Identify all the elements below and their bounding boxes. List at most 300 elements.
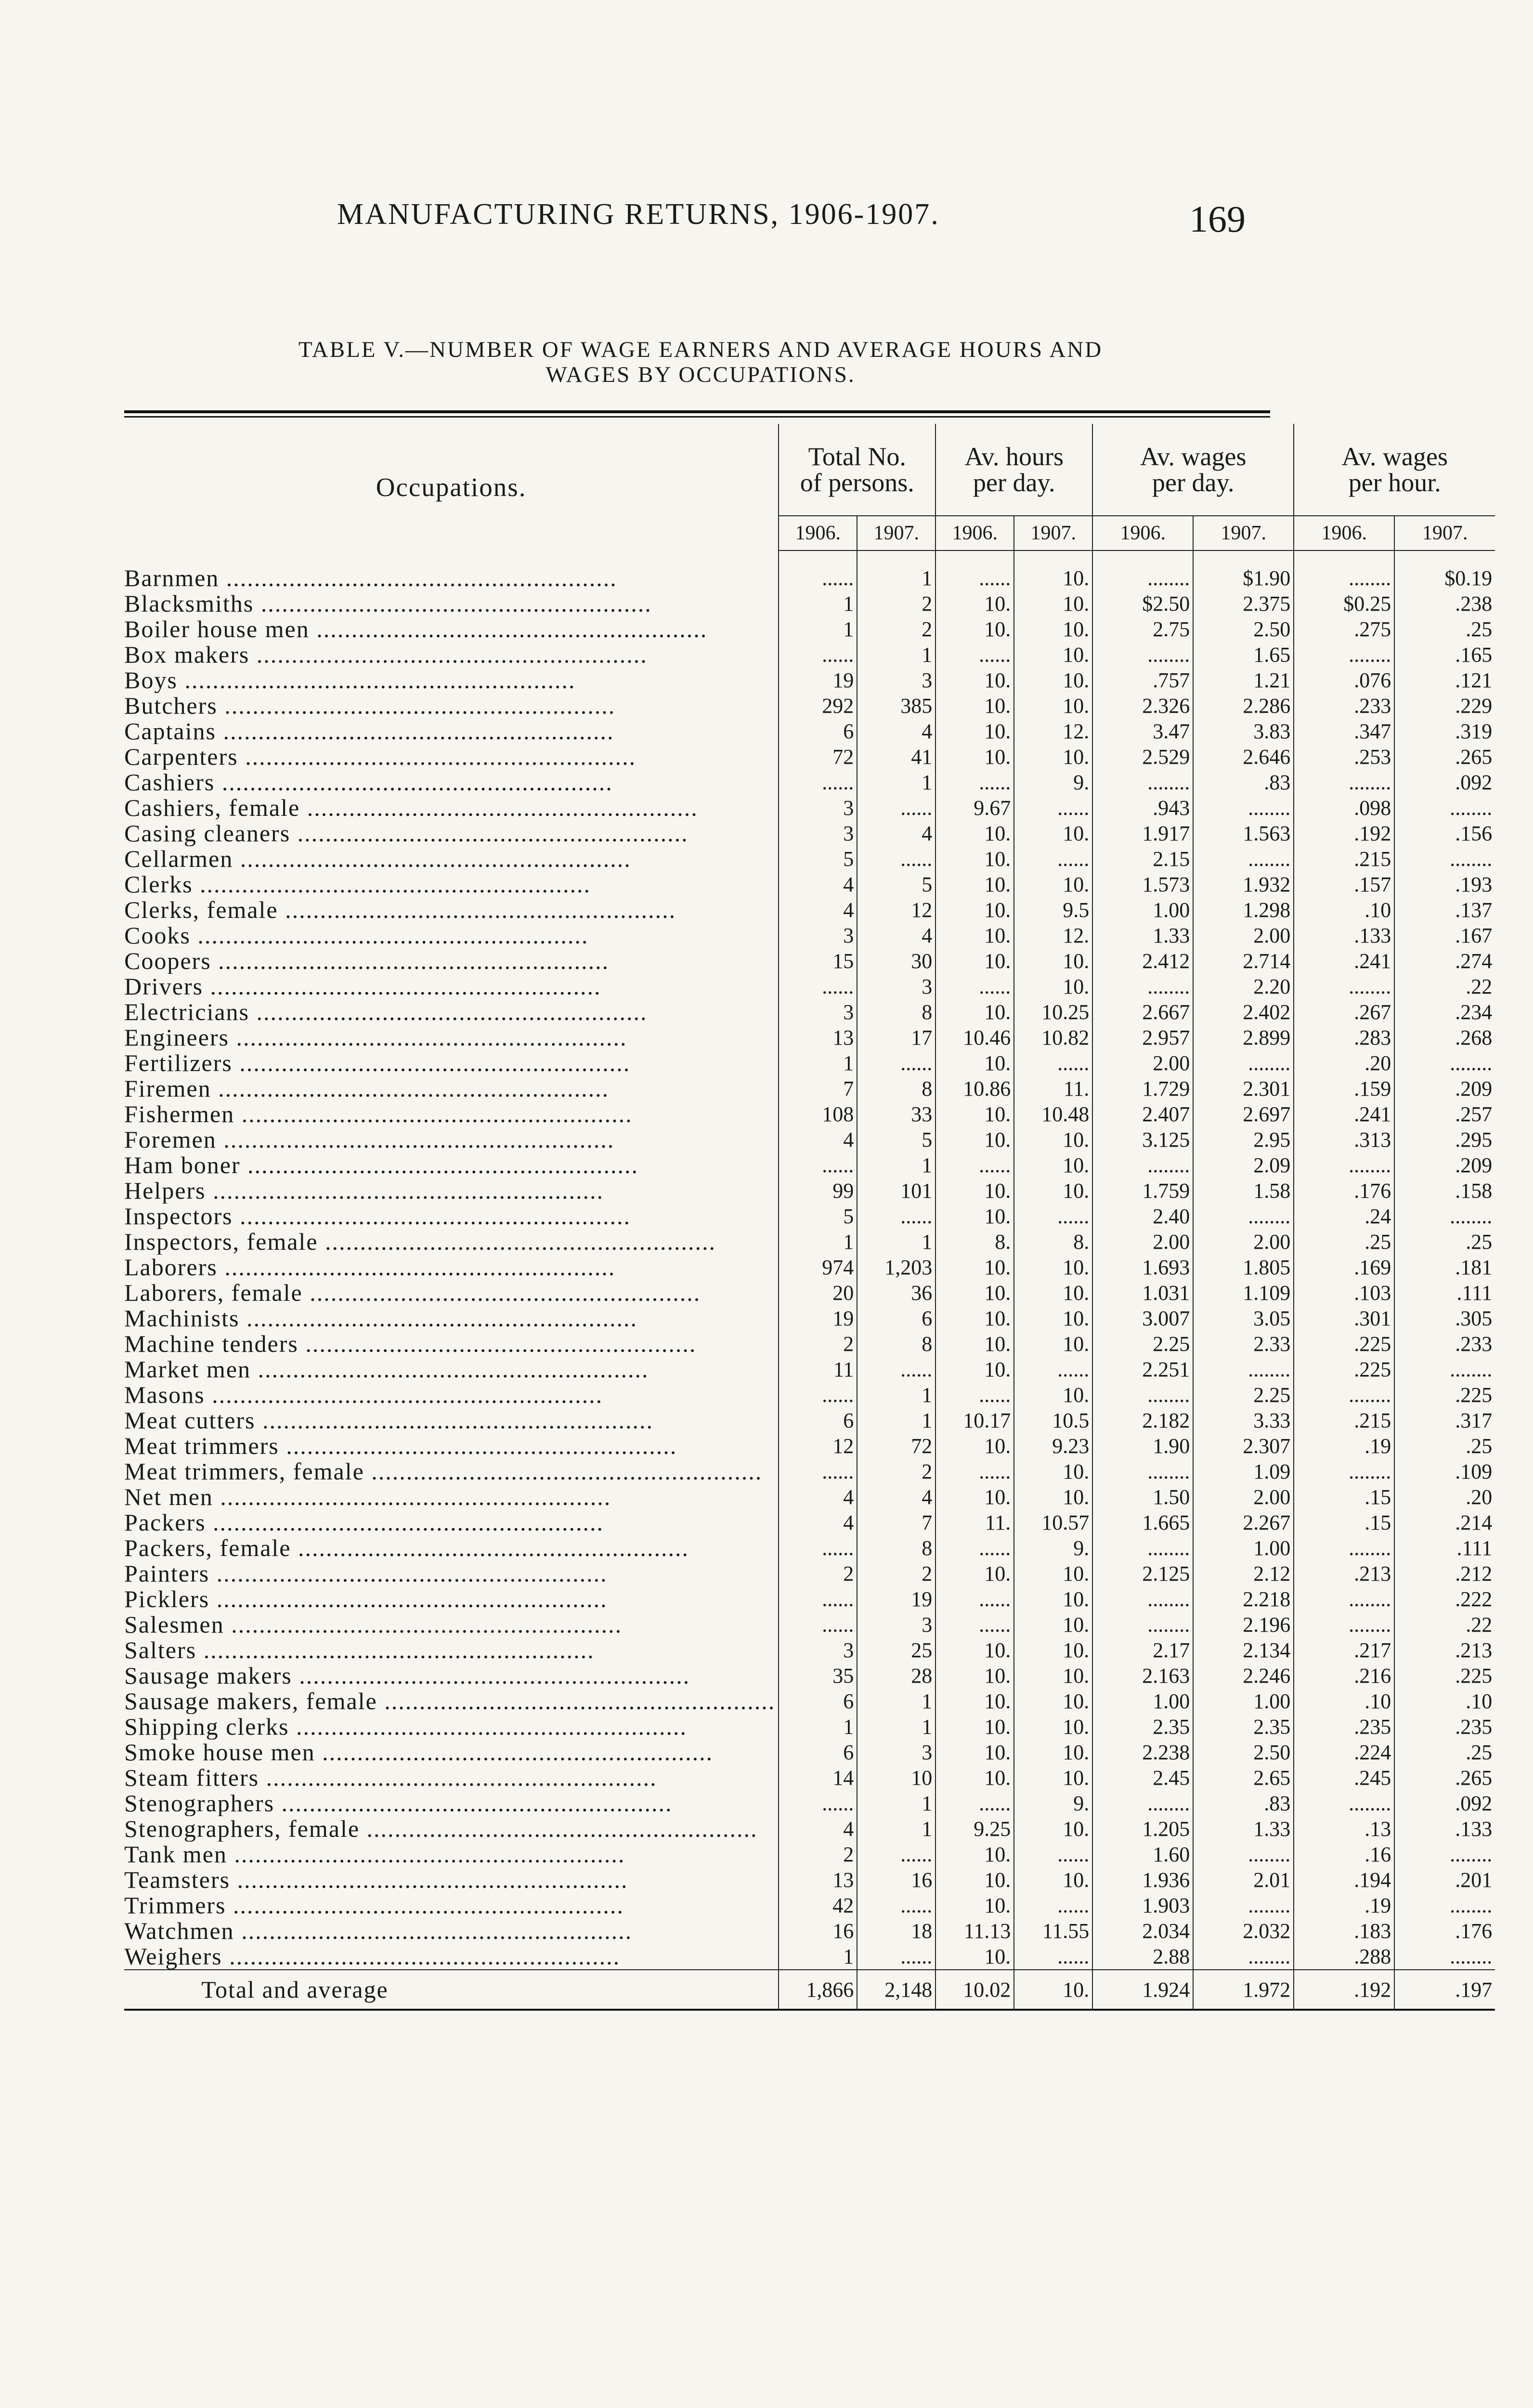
persons-header-line-2: of persons. — [800, 468, 914, 497]
wages-hour-1907-cell: $0.19 — [1394, 550, 1495, 591]
wages-hour-1906-cell: .216 — [1294, 1663, 1394, 1688]
table-row — [124, 1433, 1495, 1459]
wages-hour-1907-cell: .229 — [1394, 693, 1495, 719]
persons-1906-cell: 13 — [779, 1867, 857, 1893]
wages-hour-1907-cell: .133 — [1394, 1816, 1495, 1842]
wages-hour-1907-cell: ........ — [1394, 1842, 1495, 1867]
persons-1906-cell: 3 — [779, 795, 857, 821]
occupation-cell: Butchers ..... — [124, 693, 779, 719]
wages-hour-1906-cell: .225 — [1294, 1331, 1394, 1357]
wages-hour-1906-cell: ........ — [1294, 1152, 1394, 1178]
wages-day-1906-cell: ........ — [1092, 1612, 1193, 1637]
persons-1906-cell: 6 — [779, 719, 857, 744]
hours-1906-cell: 10. — [935, 591, 1014, 616]
occupation-cell: Engineers ..... — [124, 1025, 779, 1050]
table-row — [124, 1535, 1495, 1561]
persons-1906-cell: 19 — [779, 1306, 857, 1331]
wages-hour-1906-cell: .169 — [1294, 1255, 1394, 1280]
occupation-cell: Masons ..... — [124, 1382, 779, 1408]
wages-day-1906-cell: 2.75 — [1092, 616, 1193, 642]
wages-hour-1906-cell: .225 — [1294, 1357, 1394, 1382]
wages-hour-1907-cell: .238 — [1394, 591, 1495, 616]
wages-hour-1907-cell: .197 — [1394, 1970, 1495, 2010]
hours-1906-cell: 10. — [935, 1765, 1014, 1791]
wages-day-1906-cell: 2.957 — [1092, 1025, 1193, 1050]
wages-hour-1906-cell: .24 — [1294, 1204, 1394, 1229]
hours-1907-cell: 12. — [1014, 923, 1092, 948]
hours-1907-cell: 8. — [1014, 1229, 1092, 1255]
hours-1907-cell: 10. — [1014, 591, 1092, 616]
wages-day-1907-cell: ........ — [1193, 1050, 1294, 1076]
wages-hour-1907-cell: .156 — [1394, 821, 1495, 846]
hours-1906-cell: 10. — [935, 897, 1014, 923]
hours-1906-cell: 10. — [935, 846, 1014, 872]
hours-1906-cell: 10.17 — [935, 1408, 1014, 1433]
persons-1907-cell: 1 — [857, 1816, 935, 1842]
wages-day-1907-cell: .83 — [1193, 770, 1294, 795]
occupation-cell: Inspectors ..... — [124, 1204, 779, 1229]
persons-1907-cell: ...... — [857, 1893, 935, 1918]
hours-1907-cell: 10. — [1014, 616, 1092, 642]
persons-1907-cell: 72 — [857, 1433, 935, 1459]
wages-hour-1907-cell: ........ — [1394, 1944, 1495, 1970]
persons-header-line-1: Total No. — [808, 442, 906, 471]
persons-1907-cell: 2 — [857, 1561, 935, 1586]
wages-day-1906-cell: ........ — [1092, 642, 1193, 667]
wages-day-1907-cell: 3.05 — [1193, 1306, 1294, 1331]
hours-1906-cell: 10. — [935, 1740, 1014, 1765]
persons-1906-cell: 5 — [779, 1204, 857, 1229]
wages-day-1906-cell: 2.125 — [1092, 1561, 1193, 1586]
wages-hour-header-line-2: per hour. — [1348, 468, 1441, 497]
hours-header-line-1: Av. hours — [964, 442, 1064, 471]
wages-day-1907-cell: 2.33 — [1193, 1331, 1294, 1357]
wages-hour-1907-cell: .158 — [1394, 1178, 1495, 1204]
wages-day-1906-cell: 2.667 — [1092, 999, 1193, 1025]
wages-day-1907-cell: .83 — [1193, 1791, 1294, 1816]
wages-day-1906-cell: 1.205 — [1092, 1816, 1193, 1842]
persons-1906-cell: 13 — [779, 1025, 857, 1050]
table-row — [124, 1280, 1495, 1306]
wages-day-1906-cell: .943 — [1092, 795, 1193, 821]
occupation-cell: Laborers, female ..... — [124, 1280, 779, 1306]
wages-day-1906-cell: 1.00 — [1092, 1688, 1193, 1714]
table-row — [124, 1459, 1495, 1484]
hours-1907-cell: 10. — [1014, 1382, 1092, 1408]
wages-hour-1906-cell: .133 — [1294, 923, 1394, 948]
wages-hour-1907-cell: .092 — [1394, 770, 1495, 795]
table-row — [124, 1893, 1495, 1918]
wages-hour-1907-cell: .193 — [1394, 872, 1495, 897]
wages-day-1906-cell: 2.163 — [1092, 1663, 1193, 1688]
year-header: 1906. — [935, 516, 1014, 550]
hours-1906-cell: 10. — [935, 1178, 1014, 1204]
wages-hour-1906-cell: $0.25 — [1294, 591, 1394, 616]
wages-hour-1906-cell: .098 — [1294, 795, 1394, 821]
wages-day-1907-cell: 1.298 — [1193, 897, 1294, 923]
occupation-cell: Packers ..... — [124, 1510, 779, 1535]
wages-day-1906-cell: 1.665 — [1092, 1510, 1193, 1535]
persons-1906-cell: 1 — [779, 1714, 857, 1740]
occupation-cell: Ham boner ..... — [124, 1152, 779, 1178]
persons-1906-cell: 3 — [779, 999, 857, 1025]
occupation-cell: Coopers ..... — [124, 948, 779, 974]
table-row — [124, 1255, 1495, 1280]
hours-1906-cell: 10. — [935, 1867, 1014, 1893]
table-row — [124, 693, 1495, 719]
persons-1906-cell: 35 — [779, 1663, 857, 1688]
wages-day-1906-cell: 2.17 — [1092, 1637, 1193, 1663]
table-row — [124, 1204, 1495, 1229]
wages-hour-1906-cell: .20 — [1294, 1050, 1394, 1076]
running-head: MANUFACTURING RETURNS, 1906-1907. — [337, 198, 940, 231]
hours-1906-cell: 10. — [935, 1893, 1014, 1918]
hours-1906-cell: 10. — [935, 1255, 1014, 1280]
persons-1906-cell: 11 — [779, 1357, 857, 1382]
hours-1906-cell: 10. — [935, 1688, 1014, 1714]
hours-1907-cell: ...... — [1014, 1357, 1092, 1382]
hours-1907-cell: 10.82 — [1014, 1025, 1092, 1050]
wages-day-1907-cell: 2.25 — [1193, 1382, 1294, 1408]
wages-day-1906-cell: ........ — [1092, 1152, 1193, 1178]
wages-hour-1906-cell: ........ — [1294, 974, 1394, 999]
table-row — [124, 1561, 1495, 1586]
persons-1907-cell: ...... — [857, 1204, 935, 1229]
wages-hour-1906-cell: .15 — [1294, 1510, 1394, 1535]
wages-day-1906-cell: 2.034 — [1092, 1918, 1193, 1944]
wages-day-1906-cell: 1.729 — [1092, 1076, 1193, 1101]
wages-day-1906-cell: 1.33 — [1092, 923, 1193, 948]
wages-day-1907-cell: ........ — [1193, 846, 1294, 872]
wages-hour-1906-cell: .25 — [1294, 1229, 1394, 1255]
hours-1907-cell: ...... — [1014, 1944, 1092, 1970]
wages-day-1907-cell: 1.58 — [1193, 1178, 1294, 1204]
hours-1906-cell: 10. — [935, 1306, 1014, 1331]
occupation-cell: Fertilizers ..... — [124, 1050, 779, 1076]
wages-hour-1907-cell: .111 — [1394, 1535, 1495, 1561]
occupation-cell: Carpenters ..... — [124, 744, 779, 770]
persons-1907-cell: ...... — [857, 1357, 935, 1382]
hours-1906-cell: 10. — [935, 719, 1014, 744]
wages-hour-1906-cell: .245 — [1294, 1765, 1394, 1791]
hours-1907-cell: ...... — [1014, 846, 1092, 872]
persons-1907-cell: ...... — [857, 795, 935, 821]
persons-1906-cell: 99 — [779, 1178, 857, 1204]
persons-1906-cell: 1,866 — [779, 1970, 857, 2010]
table-row — [124, 872, 1495, 897]
hours-1907-cell: 10. — [1014, 1612, 1092, 1637]
wages-day-1907-cell: 2.12 — [1193, 1561, 1294, 1586]
occupation-cell: Net men ..... — [124, 1484, 779, 1510]
wages-day-1907-cell: ........ — [1193, 795, 1294, 821]
persons-1907-cell: 4 — [857, 923, 935, 948]
occupation-cell: Salesmen ..... — [124, 1612, 779, 1637]
wages-day-1906-cell: 2.326 — [1092, 693, 1193, 719]
table-row — [124, 1101, 1495, 1127]
wages-day-1907-cell: 2.09 — [1193, 1152, 1294, 1178]
persons-1906-cell: ...... — [779, 1382, 857, 1408]
persons-1907-cell: 2 — [857, 1459, 935, 1484]
persons-1907-cell: 41 — [857, 744, 935, 770]
wages-day-1906-cell: 2.529 — [1092, 744, 1193, 770]
hours-1906-cell: 10. — [935, 1127, 1014, 1152]
wages-hour-1906-cell: .16 — [1294, 1842, 1394, 1867]
wages-day-1907-cell: 2.35 — [1193, 1714, 1294, 1740]
hours-1907-cell: ...... — [1014, 1204, 1092, 1229]
wages-day-1906-cell: 3.007 — [1092, 1306, 1193, 1331]
persons-1907-cell: 3 — [857, 974, 935, 999]
persons-1906-cell: 20 — [779, 1280, 857, 1306]
table-row — [124, 1025, 1495, 1050]
hours-1906-cell: 10. — [935, 1663, 1014, 1688]
wages-hour-1906-cell: .194 — [1294, 1867, 1394, 1893]
hours-1907-cell: 10. — [1014, 642, 1092, 667]
occupations-table — [124, 424, 1495, 2011]
persons-1906-cell: ...... — [779, 770, 857, 795]
occupation-cell: Machinists ..... — [124, 1306, 779, 1331]
table-row — [124, 1331, 1495, 1357]
hours-1907-cell: 10. — [1014, 948, 1092, 974]
persons-1907-cell: 1 — [857, 550, 935, 591]
wages-day-1907-cell: 1.00 — [1193, 1688, 1294, 1714]
wages-hour-1906-cell: .217 — [1294, 1637, 1394, 1663]
wages-day-1906-cell: ........ — [1092, 1382, 1193, 1408]
hours-1906-cell: 10. — [935, 1714, 1014, 1740]
page-number: 169 — [1189, 198, 1246, 240]
persons-1907-cell: ...... — [857, 846, 935, 872]
hours-1906-cell: ...... — [935, 550, 1014, 591]
occupation-cell: Laborers ..... — [124, 1255, 779, 1280]
hours-1906-cell: 10. — [935, 693, 1014, 719]
occupation-cell: Stenographers ..... — [124, 1791, 779, 1816]
wages-hour-1906-cell: ........ — [1294, 550, 1394, 591]
persons-1907-cell: 8 — [857, 999, 935, 1025]
hours-1906-cell: 10. — [935, 1101, 1014, 1127]
wages-hour-1907-cell: ........ — [1394, 1357, 1495, 1382]
wages-hour-1907-cell: .212 — [1394, 1561, 1495, 1586]
persons-1906-cell: 15 — [779, 948, 857, 974]
year-header: 1907. — [1193, 516, 1294, 550]
wages-day-1906-cell: 2.182 — [1092, 1408, 1193, 1433]
persons-1907-cell: 1 — [857, 770, 935, 795]
occupation-cell: Machine tenders ..... — [124, 1331, 779, 1357]
wages-hour-1907-cell: .167 — [1394, 923, 1495, 948]
persons-1907-cell: 2 — [857, 616, 935, 642]
persons-1907-cell: 1 — [857, 1714, 935, 1740]
wages-hour-1906-cell: .288 — [1294, 1944, 1394, 1970]
wages-day-1906-cell: 2.00 — [1092, 1229, 1193, 1255]
persons-1907-cell: 1 — [857, 1152, 935, 1178]
persons-1906-cell: ...... — [779, 974, 857, 999]
hours-1907-cell: 10. — [1014, 1331, 1092, 1357]
persons-1906-cell: 4 — [779, 872, 857, 897]
caption-line-1: TABLE V.—NUMBER OF WAGE EARNERS AND AVERAGE HOURS AND — [298, 337, 1103, 362]
wages-day-1906-cell: ........ — [1092, 1586, 1193, 1612]
wages-hour-1907-cell: .265 — [1394, 1765, 1495, 1791]
hours-1906-cell: 10. — [935, 1050, 1014, 1076]
wages-hour-1906-cell: .215 — [1294, 1408, 1394, 1433]
hours-1906-cell: 10. — [935, 1331, 1014, 1357]
wages-day-1906-cell: ........ — [1092, 770, 1193, 795]
wages-day-1906-cell: 3.47 — [1092, 719, 1193, 744]
hours-1907-cell: 9. — [1014, 1535, 1092, 1561]
wages-hour-1907-cell: .319 — [1394, 719, 1495, 744]
wages-hour-1907-cell: .225 — [1394, 1382, 1495, 1408]
wages-day-1907-cell: $1.90 — [1193, 550, 1294, 591]
hours-1907-cell: 12. — [1014, 719, 1092, 744]
year-header: 1907. — [857, 516, 935, 550]
wages-day-1906-cell: 2.407 — [1092, 1101, 1193, 1127]
persons-1906-cell: 19 — [779, 667, 857, 693]
hours-1907-cell: 10. — [1014, 744, 1092, 770]
hours-1907-cell: 10. — [1014, 693, 1092, 719]
wages-day-header-line-2: per day. — [1152, 468, 1234, 497]
wages-day-1907-cell: 1.33 — [1193, 1816, 1294, 1842]
wages-day-1907-cell: 2.646 — [1193, 744, 1294, 770]
wages-day-1906-cell: ........ — [1092, 1535, 1193, 1561]
hours-1907-cell: 10.5 — [1014, 1408, 1092, 1433]
wages-hour-1907-cell: .209 — [1394, 1076, 1495, 1101]
hours-1906-cell: 10. — [935, 667, 1014, 693]
wages-day-1907-cell: 2.00 — [1193, 923, 1294, 948]
occupation-cell: Watchmen ..... — [124, 1918, 779, 1944]
hours-1906-cell: 10.02 — [935, 1970, 1014, 2010]
wages-hour-1906-cell: .103 — [1294, 1280, 1394, 1306]
hours-1907-cell: 10. — [1014, 1688, 1092, 1714]
wages-day-1907-cell: 2.01 — [1193, 1867, 1294, 1893]
hours-1907-cell: 10. — [1014, 1484, 1092, 1510]
wages-day-1906-cell: ........ — [1092, 1459, 1193, 1484]
persons-1906-cell: 4 — [779, 897, 857, 923]
wages-hour-1907-cell: .233 — [1394, 1331, 1495, 1357]
wages-day-1907-cell: 2.20 — [1193, 974, 1294, 999]
year-header: 1907. — [1394, 516, 1495, 550]
wages-hour-1907-cell: .214 — [1394, 1510, 1495, 1535]
persons-1906-cell: 4 — [779, 1816, 857, 1842]
occupation-cell: Inspectors, female ..... — [124, 1229, 779, 1255]
persons-1906-cell: 12 — [779, 1433, 857, 1459]
persons-1907-cell: ...... — [857, 1944, 935, 1970]
hours-1907-cell: 10. — [1014, 1127, 1092, 1152]
persons-1907-cell: 1 — [857, 1229, 935, 1255]
hours-1907-cell: 10. — [1014, 872, 1092, 897]
hours-1906-cell: ...... — [935, 1459, 1014, 1484]
hours-header-line-2: per day. — [973, 468, 1055, 497]
persons-1906-cell: 1 — [779, 616, 857, 642]
wages-day-1907-cell: 2.301 — [1193, 1076, 1294, 1101]
occupation-cell: Captains ..... — [124, 719, 779, 744]
occupation-cell: Clerks, female ..... — [124, 897, 779, 923]
wages-hour-1907-cell: .305 — [1394, 1306, 1495, 1331]
wages-hour-1906-cell: .213 — [1294, 1561, 1394, 1586]
wages-day-1906-cell: 1.759 — [1092, 1178, 1193, 1204]
persons-1907-cell: 2 — [857, 591, 935, 616]
wages-day-1907-cell: 2.307 — [1193, 1433, 1294, 1459]
persons-1907-cell: 2,148 — [857, 1970, 935, 2010]
year-header: 1906. — [1092, 516, 1193, 550]
persons-1906-cell: ...... — [779, 1612, 857, 1637]
wages-hour-1907-cell: ........ — [1394, 1204, 1495, 1229]
occupation-cell: Total and average — [124, 1970, 779, 2010]
hours-1906-cell: 11. — [935, 1510, 1014, 1535]
hours-1906-cell: 10. — [935, 1637, 1014, 1663]
hours-1906-cell: ...... — [935, 1791, 1014, 1816]
wages-hour-1906-cell: .157 — [1294, 872, 1394, 897]
table-row — [124, 1382, 1495, 1408]
wages-hour-1906-cell: .241 — [1294, 1101, 1394, 1127]
persons-1906-cell: ...... — [779, 550, 857, 591]
occupation-cell: Firemen ..... — [124, 1076, 779, 1101]
table-row — [124, 846, 1495, 872]
persons-1906-cell: ...... — [779, 1586, 857, 1612]
occupation-cell: Market men ..... — [124, 1357, 779, 1382]
wages-day-1907-cell: 2.246 — [1193, 1663, 1294, 1688]
wages-hour-1907-cell: .222 — [1394, 1586, 1495, 1612]
table-row — [124, 744, 1495, 770]
table-body — [124, 550, 1495, 2010]
hours-1907-cell: 9. — [1014, 1791, 1092, 1816]
occupation-cell: Smoke house men ..... — [124, 1740, 779, 1765]
wages-day-1906-cell: $2.50 — [1092, 591, 1193, 616]
wages-day-1907-cell: 2.00 — [1193, 1229, 1294, 1255]
persons-1907-cell: 1 — [857, 1408, 935, 1433]
table-row — [124, 897, 1495, 923]
persons-1906-cell: 14 — [779, 1765, 857, 1791]
wages-day-header — [1092, 424, 1294, 516]
occupation-cell: Trimmers ..... — [124, 1893, 779, 1918]
hours-1907-cell: 10. — [1014, 1152, 1092, 1178]
table-row — [124, 1944, 1495, 1970]
wages-day-1906-cell: 1.693 — [1092, 1255, 1193, 1280]
wages-day-1907-cell: 2.714 — [1193, 948, 1294, 974]
wages-day-1906-cell: 2.00 — [1092, 1050, 1193, 1076]
hours-1907-cell: 9. — [1014, 770, 1092, 795]
wages-day-1906-cell: 2.238 — [1092, 1740, 1193, 1765]
wages-hour-1906-cell: ........ — [1294, 1586, 1394, 1612]
persons-1906-cell: 292 — [779, 693, 857, 719]
hours-1907-cell: 10. — [1014, 1178, 1092, 1204]
wages-day-1906-cell: .757 — [1092, 667, 1193, 693]
occupation-cell: Picklers ..... — [124, 1586, 779, 1612]
year-header: 1906. — [779, 516, 857, 550]
hours-1906-cell: 10. — [935, 923, 1014, 948]
occupation-cell: Clerks ..... — [124, 872, 779, 897]
occupation-cell: Cellarmen ..... — [124, 846, 779, 872]
persons-1906-cell: ...... — [779, 1535, 857, 1561]
wages-hour-1906-cell: .224 — [1294, 1740, 1394, 1765]
hours-1906-cell: 10. — [935, 616, 1014, 642]
wages-day-1907-cell: 2.50 — [1193, 1740, 1294, 1765]
persons-1906-cell: 16 — [779, 1918, 857, 1944]
occupation-cell: Salters ..... — [124, 1637, 779, 1663]
wages-hour-1907-cell: .137 — [1394, 897, 1495, 923]
occupation-cell: Box makers ..... — [124, 642, 779, 667]
table-row — [124, 667, 1495, 693]
table-row — [124, 642, 1495, 667]
hours-1906-cell: ...... — [935, 770, 1014, 795]
wages-hour-1907-cell: .265 — [1394, 744, 1495, 770]
wages-hour-1906-cell: .19 — [1294, 1433, 1394, 1459]
persons-1907-cell: 101 — [857, 1178, 935, 1204]
occupation-cell: Weighers ..... — [124, 1944, 779, 1970]
wages-day-1906-cell: 1.031 — [1092, 1280, 1193, 1306]
wages-day-1907-cell: 1.932 — [1193, 872, 1294, 897]
hours-1907-cell: 10. — [1014, 1970, 1092, 2010]
occupation-cell: Steam fitters ..... — [124, 1765, 779, 1791]
wages-day-1906-cell: 1.50 — [1092, 1484, 1193, 1510]
persons-1906-cell: 7 — [779, 1076, 857, 1101]
hours-1907-cell: 9.23 — [1014, 1433, 1092, 1459]
